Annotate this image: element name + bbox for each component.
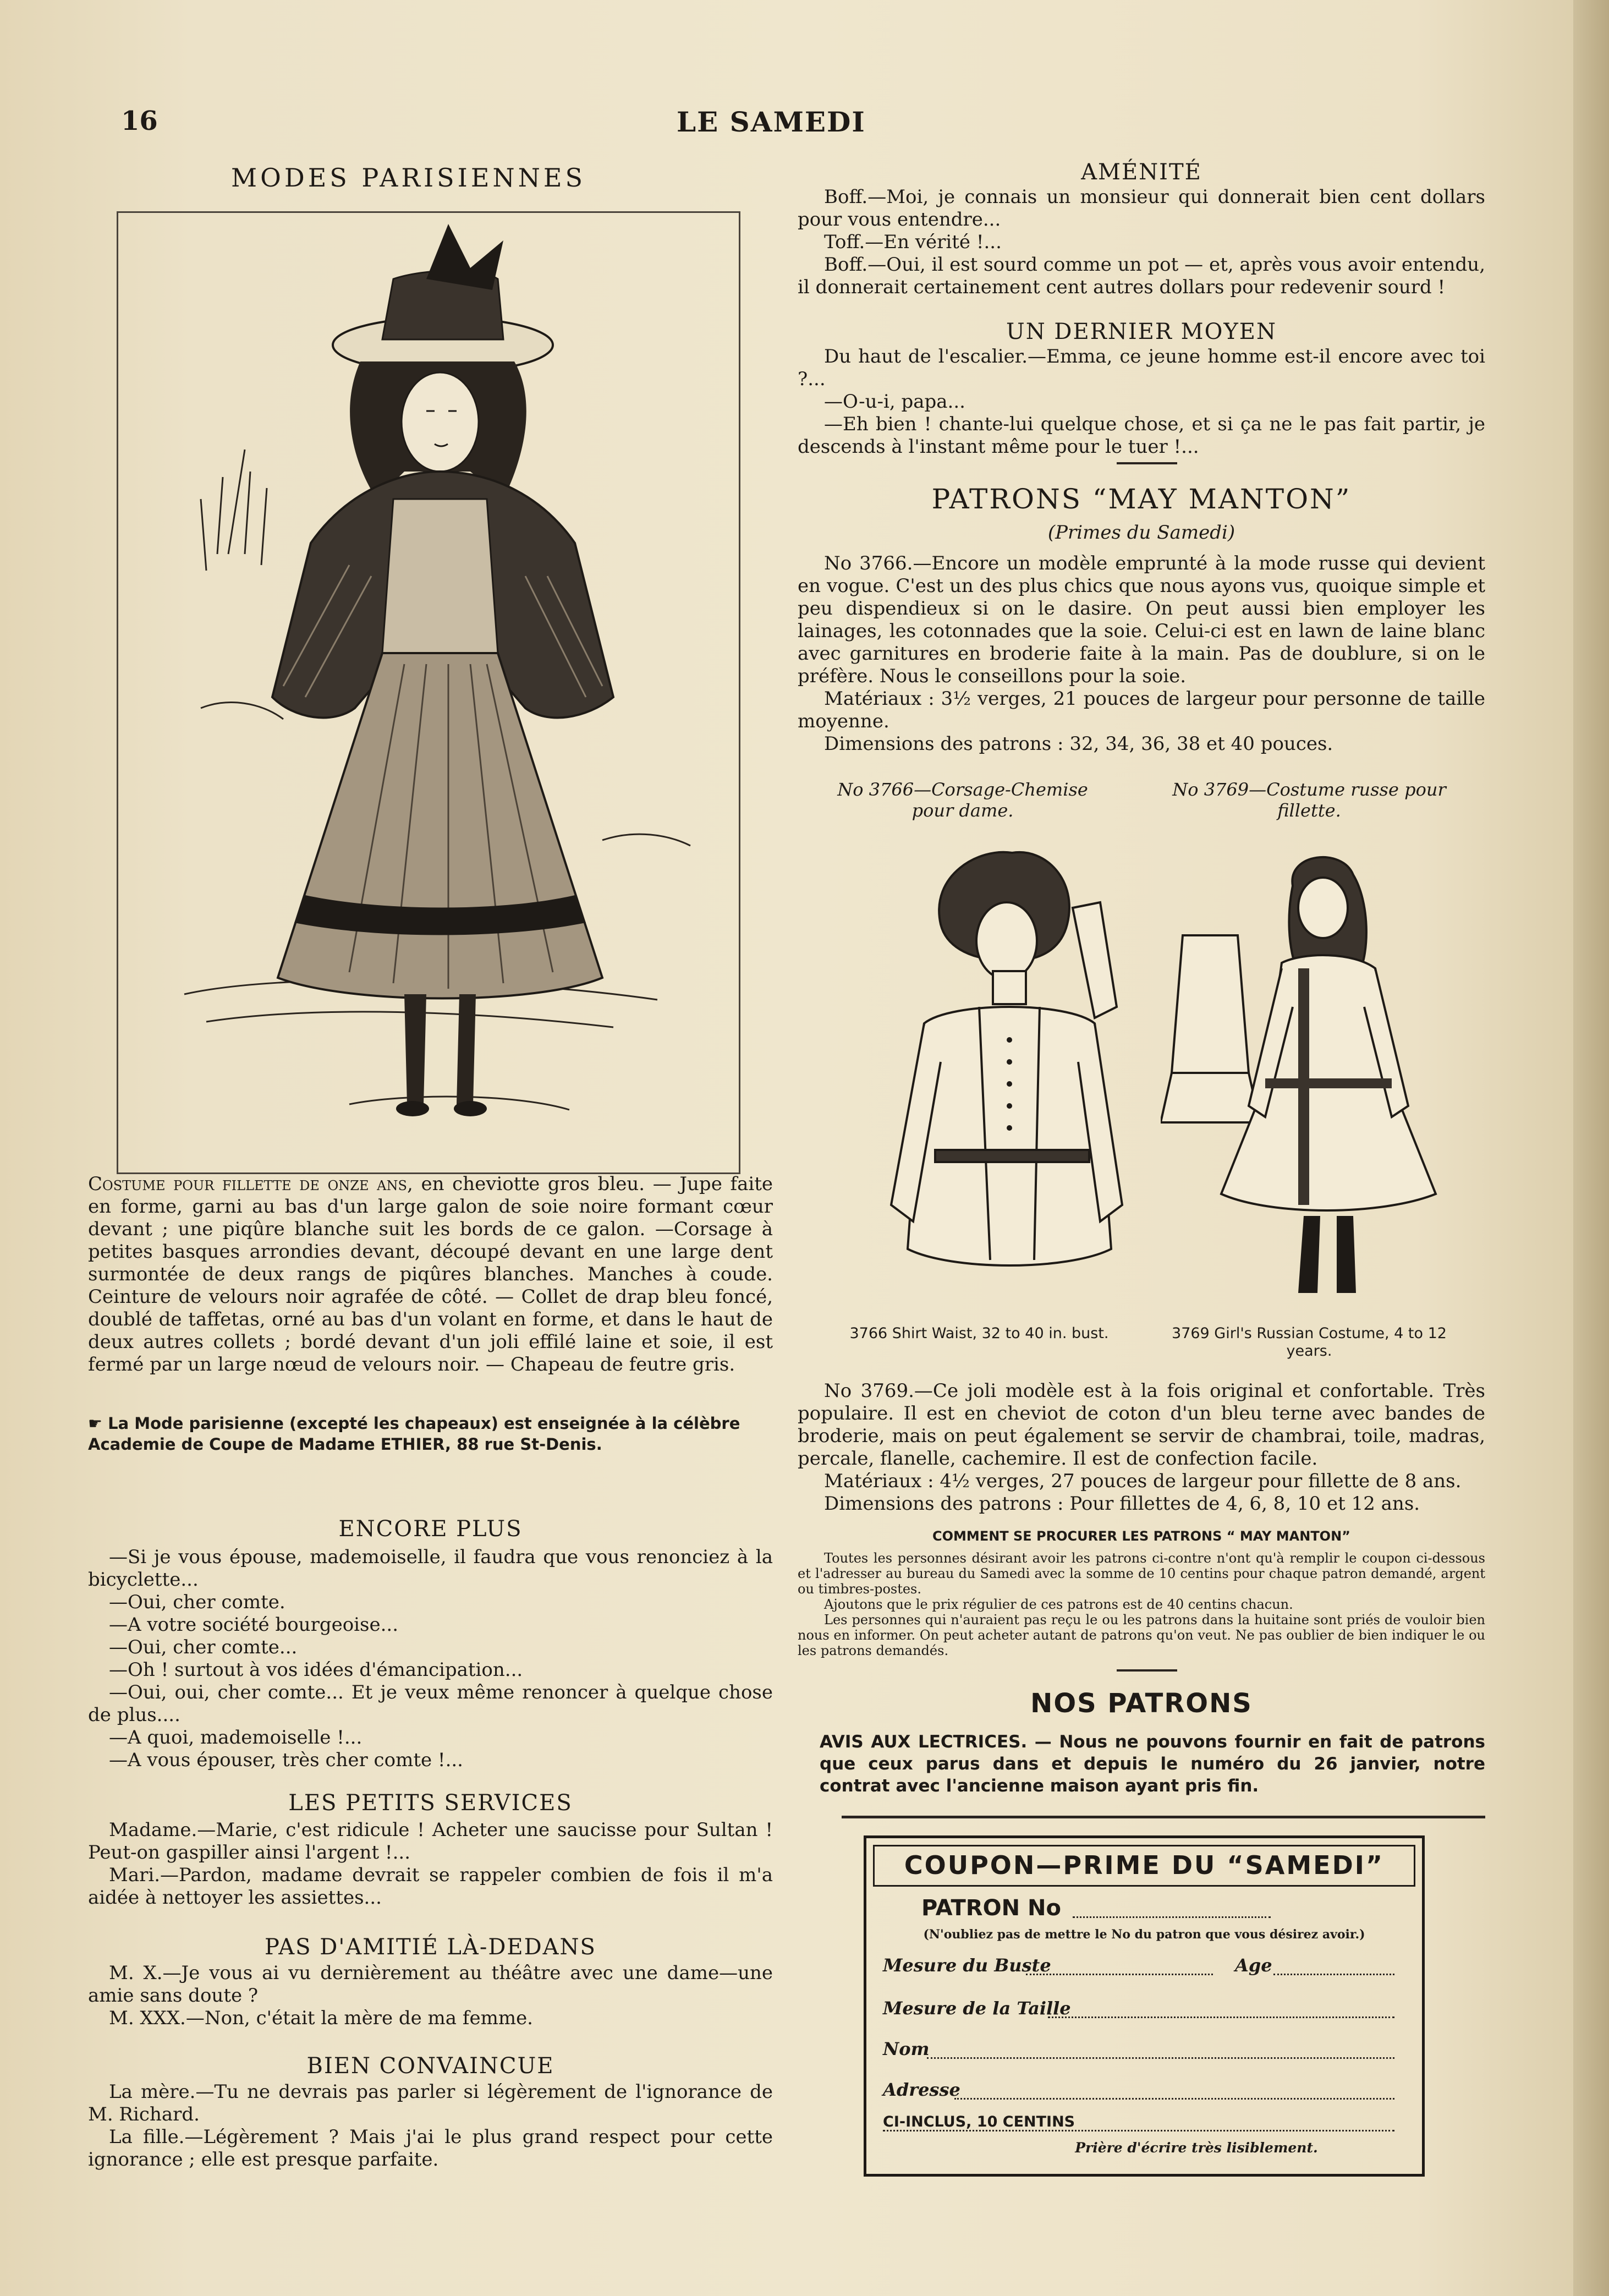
- coupon-form: [864, 1835, 1425, 2177]
- patrons-intro: [798, 552, 1485, 755]
- dialogue-line: Du haut de l'escalier.—Emma, ce jeune homme est-il encore avec toi ?...: [798, 346, 1485, 390]
- paragraph: Dimensions des patrons : 32, 34, 36, 38 et 40 pouces.: [824, 733, 1333, 755]
- section-body-petits-services: [88, 1819, 773, 1909]
- coupon-note: (N'oubliez pas de mettre le No du patron que vous désirez avoir.): [923, 1927, 1365, 1942]
- paragraph: Ajoutons que le prix régulier de ces patrons est de 40 centins chacun.: [824, 1597, 1293, 1612]
- dialogue-line: —Si je vous épouse, mademoiselle, il faudra que vous renonciez à la bicyclette...: [88, 1546, 773, 1591]
- dialogue-line: Boff.—Oui, il est sourd comme un pot — et, après vous avoir entendu, il donnerait certainement cent autres dollars pour redevenir sourd !: [798, 254, 1485, 298]
- inclus-text: CI-INCLUS, 10 CENTINS: [883, 2113, 1075, 2130]
- fashion-plate-girl-in-cape-icon: [118, 213, 739, 1172]
- pointing-hand-icon: ☛: [88, 1414, 108, 1433]
- dialogue-line: —A quoi, mademoiselle !...: [109, 1727, 363, 1749]
- patrons-3769-text: [798, 1380, 1485, 1515]
- buste-label: Mesure du Buste: [883, 1955, 1051, 1976]
- page-edge: [1573, 0, 1609, 2296]
- dialogue-line: La fille.—Légèrement ? Mais j'ai le plus grand respect pour cette ignorance ; elle est presque parfaite.: [88, 2126, 773, 2171]
- shirt-waist-woman-icon: [858, 842, 1166, 1315]
- how-to-body: [798, 1550, 1485, 1658]
- paragraph: No 3766.—Encore un modèle emprunté à la mode russe qui devient en vogue. C'est un des plus chics que nous ayons vus, quoique simple et peu dispendieux si on le dasire. On peut aussi bien employer les lainages, les cotonnades que la soie. Celui-ci est en lawn de laine blanc avec garnitures en broderie faite à la main. Pas de doublure, si on le préfère. Nous le conseillons pour la soie.: [798, 552, 1485, 687]
- dialogue-line: —A vous épouser, très cher comte !...: [109, 1749, 463, 1771]
- dialogue-line: Toff.—En vérité !...: [824, 231, 1002, 253]
- publication-title: LE SAMEDI: [677, 106, 866, 138]
- paragraph: Matériaux : 4½ verges, 27 pouces de largeur pour fillette de 8 ans.: [824, 1470, 1462, 1492]
- paragraph: Toutes les personnes désirant avoir les patrons ci-contre n'ont qu'à remplir le coupon ci-dessous et l'adresser au bureau du Samedi avec la somme de 10 centins pour chaque patron demandé, argent ou timbres-postes.: [798, 1550, 1485, 1597]
- age-label: Age: [1235, 1955, 1272, 1976]
- adresse-field[interactable]: [954, 2098, 1394, 2100]
- age-field[interactable]: [1273, 1974, 1394, 1975]
- dialogue-line: Boff.—Moi, je connais un monsieur qui donnerait bien cent dollars pour vous entendre...: [798, 186, 1485, 231]
- section-title-bien-convaincue: BIEN CONVAINCUE: [306, 2053, 554, 2079]
- dialogue-line: —Oui, cher comte.: [109, 1591, 285, 1613]
- divider-rule: [1117, 1669, 1177, 1672]
- fig-3769-title: No 3769—Costume russe pour fillette.: [1172, 779, 1446, 821]
- section-body-encore-plus: [88, 1546, 773, 1772]
- fig-3766-caption: 3766 Shirt Waist, 32 to 40 in. bust.: [849, 1325, 1109, 1342]
- nom-label: Nom: [883, 2039, 930, 2059]
- coupon-title: COUPON—PRIME DU “SAMEDI”: [873, 1845, 1415, 1887]
- section-title-encore-plus: ENCORE PLUS: [338, 1516, 523, 1542]
- nos-patrons-text: AVIS AUX LECTRICES. — Nous ne pouvons fournir en fait de patrons que ceux parus dans et depuis le numéro du 26 janvier, notre contrat avec l'ancienne maison ayant pris fin.: [820, 1732, 1485, 1796]
- priere-text: Prière d'écrire très lisiblement.: [1075, 2140, 1318, 2156]
- fig-3769-caption: 3769 Girl's Russian Costume, 4 to 12 years.: [1172, 1325, 1447, 1360]
- nom-field[interactable]: [927, 2057, 1394, 2059]
- patron-number-field[interactable]: [1073, 1916, 1271, 1918]
- page-number: 16: [121, 106, 158, 136]
- notice-text: La Mode parisienne (excepté les chapeaux) est enseignée à la célèbre Academie de Coupe de Madame ETHIER, 88 rue St-Denis.: [88, 1414, 740, 1454]
- fig-3766-title: No 3766—Corsage-Chemise pour dame.: [837, 779, 1088, 821]
- taille-field[interactable]: [1048, 2016, 1394, 2018]
- dialogue-line: M. XXX.—Non, c'était la mère de ma femme.: [109, 2007, 533, 2029]
- caption-lead: Costume pour fillette de onze ans,: [88, 1173, 413, 1195]
- dialogue-line: —Eh bien ! chante-lui quelque chose, et si ça ne le pas fait partir, je descends à l'instant même pour le tuer !...: [798, 413, 1485, 458]
- dialogue-line: Mari.—Pardon, madame devrait se rappeler combien de fois il m'a aidée à nettoyer les assiettes...: [88, 1864, 773, 1909]
- divider-rule: [1117, 462, 1177, 464]
- ecole-notice: [88, 1413, 773, 1455]
- section-body-dernier-moyen: [798, 346, 1485, 458]
- patron-label: PATRON No: [921, 1895, 1061, 1921]
- caption-text: en cheviotte gros bleu. — Jupe faite en forme, garni au bas d'un large galon de soie noire formant cœur devant ; une piqûre blanche suit les bords de ce galon. —Corsage à petites basques arrondies devant, découpé devant en une large dent surmontée de deux rangs de piqûres blanches. Manches à coude. Ceinture de velours noir agrafée de côté. — Collet de drap bleu foncé, doublé de taffetas, orné au bas d'un volant en forme, et dans le haut de deux autres collets ; bordé devant d'un joli effilé laine et soie, il est fermé par un large nœud de velours noir. — Chapeau de feutre gris.: [88, 1173, 773, 1376]
- illustration-caption: [88, 1173, 773, 1376]
- paragraph: Matériaux : 3½ verges, 21 pouces de largeur pour personne de taille moyenne.: [798, 688, 1485, 732]
- dialogue-line: —O-u-i, papa...: [824, 391, 965, 413]
- divider-rule-long: [842, 1816, 1485, 1818]
- section-body-pas-d-amitie: [88, 1962, 773, 2030]
- dialogue-line: —A votre société bourgeoise...: [109, 1614, 399, 1636]
- patrons-subtitle: (Primes du Samedi): [1047, 522, 1235, 544]
- dialogue-line: —Oui, cher comte...: [109, 1636, 298, 1658]
- section-title-petits-services: LES PETITS SERVICES: [288, 1790, 573, 1816]
- how-to-title: COMMENT SE PROCURER LES PATRONS “ MAY MANTON”: [932, 1528, 1350, 1544]
- section-body-amenite: [798, 186, 1485, 299]
- section-title-amenite: AMÉNITÉ: [1081, 160, 1202, 185]
- girl-russian-costume-icon: [1161, 842, 1469, 1315]
- section-title-dernier-moyen: UN DERNIER MOYEN: [1006, 319, 1277, 344]
- paragraph: Dimensions des patrons : Pour fillettes de 4, 6, 8, 10 et 12 ans.: [824, 1493, 1420, 1515]
- dialogue-line: La mère.—Tu ne devrais pas parler si légèrement de l'ignorance de M. Richard.: [88, 2081, 773, 2125]
- taille-label: Mesure de la Taille: [883, 1998, 1071, 2019]
- paragraph: No 3769.—Ce joli modèle est à la fois original et confortable. Très populaire. Il est en cheviot de coton d'un bleu terne avec bandes de broderie, mais on peut également se servir de chambrai, toile, madras, percale, flanelle, cachemire. Il est de confection facile.: [798, 1380, 1485, 1470]
- paragraph: Les personnes qui n'auraient pas reçu le ou les patrons dans la huitaine sont priés de vouloir bien nous en informer. On peut acheter autant de patrons qu'on veut. Ne pas oublier de bien indiquer le ou les patrons demandés.: [798, 1612, 1485, 1658]
- modes-title: MODES PARISIENNES: [231, 163, 586, 193]
- patrons-title: PATRONS “MAY MANTON”: [931, 483, 1352, 515]
- adresse-label: Adresse: [883, 2079, 960, 2100]
- dialogue-line: M. X.—Je vous ai vu dernièrement au théâtre avec une dame—une amie sans doute ?: [88, 1962, 773, 2007]
- section-title-pas-d-amitie: PAS D'AMITIÉ LÀ-DEDANS: [265, 1935, 596, 1960]
- dialogue-line: —Oh ! surtout à vos idées d'émancipation...: [109, 1659, 523, 1681]
- buste-field[interactable]: [1026, 1974, 1213, 1975]
- dialogue-line: Madame.—Marie, c'est ridicule ! Acheter une saucisse pour Sultan ! Peut-on gaspiller ainsi l'argent !...: [88, 1819, 773, 1864]
- nos-patrons-title: NOS PATRONS: [1030, 1688, 1253, 1719]
- section-body-bien-convaincue: [88, 2081, 773, 2171]
- illustration-frame: [117, 211, 740, 1174]
- dialogue-line: —Oui, oui, cher comte... Et je veux même renoncer à quelque chose de plus....: [88, 1681, 773, 1726]
